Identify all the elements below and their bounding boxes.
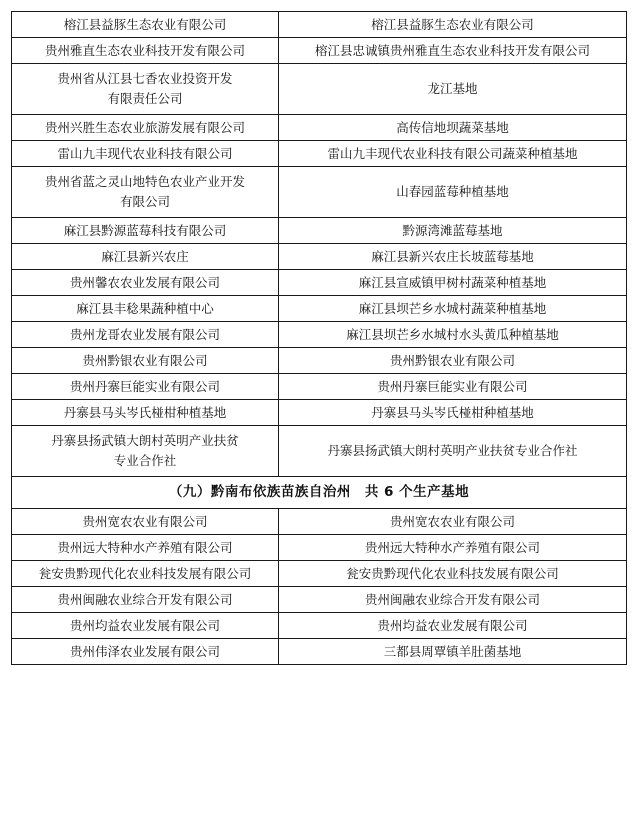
company-name-cell	[12, 64, 279, 115]
base-name-cell: 麻江县新兴农庄长坡蓝莓基地	[279, 244, 627, 270]
base-name-cell: 山春园蓝莓种植基地	[279, 167, 627, 218]
section-qiannan	[12, 477, 627, 509]
base-name-cell: 麻江县坝芒乡水城村水头黄瓜种植基地	[279, 322, 627, 348]
base-name-cell: 贵州远大特种水产养殖有限公司	[279, 535, 627, 561]
table-row	[12, 115, 627, 141]
company-name-cell	[12, 167, 279, 218]
base-name-cell: 贵州丹寨巨能实业有限公司	[279, 374, 627, 400]
company-name-line: 榕江县益豚生态农业有限公司	[63, 17, 227, 32]
table-row	[12, 12, 627, 38]
table-row	[12, 322, 627, 348]
company-name-line: 雷山九丰现代农业科技有限公司	[57, 146, 233, 161]
base-name-cell: 贵州均益农业发展有限公司	[279, 613, 627, 639]
company-name-line: 丹寨县马头岑氏椪柑种植基地	[63, 405, 227, 420]
table-row	[12, 64, 627, 115]
company-name-line: 贵州省蓝之灵山地特色农业产业开发	[44, 174, 245, 189]
company-name-cell	[12, 400, 279, 426]
base-name-cell: 贵州宽农农业有限公司	[279, 509, 627, 535]
company-name-line: 专业合作社	[113, 453, 177, 468]
company-name-line: 贵州馨农农业发展有限公司	[69, 275, 220, 290]
section-header-row	[12, 477, 627, 509]
base-name-cell: 雷山九丰现代农业科技有限公司蔬菜种植基地	[279, 141, 627, 167]
table-row	[12, 639, 627, 665]
table-row	[12, 38, 627, 64]
company-name-cell	[12, 374, 279, 400]
base-name-cell: 麻江县宣威镇甲树村蔬菜种植基地	[279, 270, 627, 296]
table-row	[12, 400, 627, 426]
base-name-cell: 麻江县坝芒乡水城村蔬菜种植基地	[279, 296, 627, 322]
qiannan-rows	[12, 509, 627, 665]
table-row	[12, 296, 627, 322]
base-name-cell: 丹寨县扬武镇大朗村英明产业扶贫专业合作社	[279, 426, 627, 477]
company-name-cell	[12, 244, 279, 270]
table-row	[12, 218, 627, 244]
table-row	[12, 535, 627, 561]
company-name-cell: 贵州宽农农业有限公司	[12, 509, 279, 535]
table-row	[12, 167, 627, 218]
company-name-cell	[12, 322, 279, 348]
qiandongnan-rows	[12, 12, 627, 477]
company-name-cell	[12, 348, 279, 374]
company-name-line: 贵州黔银农业有限公司	[82, 353, 208, 368]
company-name-cell	[12, 115, 279, 141]
company-name-cell: 贵州均益农业发展有限公司	[12, 613, 279, 639]
company-name-line: 贵州丹寨巨能实业有限公司	[69, 379, 220, 394]
company-name-line: 麻江县新兴农庄	[101, 249, 189, 264]
table-row	[12, 348, 627, 374]
company-name-cell	[12, 426, 279, 477]
base-name-cell: 黔源湾滩蓝莓基地	[279, 218, 627, 244]
company-name-cell: 贵州闽融农业综合开发有限公司	[12, 587, 279, 613]
base-name-cell: 龙江基地	[279, 64, 627, 115]
base-name-cell: 榕江县益豚生态农业有限公司	[279, 12, 627, 38]
base-name-cell: 三都县周覃镇羊肚菌基地	[279, 639, 627, 665]
base-name-cell: 高传信地坝蔬菜基地	[279, 115, 627, 141]
company-name-line: 麻江县丰稔果蔬种植中心	[76, 301, 214, 316]
table-row	[12, 561, 627, 587]
company-name-cell	[12, 141, 279, 167]
company-name-cell: 瓮安贵黔现代化农业科技发展有限公司	[12, 561, 279, 587]
company-name-line: 有限责任公司	[107, 91, 183, 106]
table-row	[12, 587, 627, 613]
company-name-cell	[12, 218, 279, 244]
table-row	[12, 426, 627, 477]
company-name-line: 丹寨县扬武镇大朗村英明产业扶贫	[51, 433, 239, 448]
company-name-line: 贵州兴胜生态农业旅游发展有限公司	[44, 120, 245, 135]
table-row	[12, 244, 627, 270]
company-name-line: 贵州雅直生态农业科技开发有限公司	[44, 43, 245, 58]
section-header: （九）黔南布依族苗族自治州 共 6 个生产基地	[12, 477, 627, 509]
company-name-line: 贵州省从江县七香农业投资开发	[57, 71, 233, 86]
table-row	[12, 613, 627, 639]
company-name-line: 有限公司	[119, 194, 170, 209]
base-name-cell: 瓮安贵黔现代化农业科技发展有限公司	[279, 561, 627, 587]
company-name-cell	[12, 12, 279, 38]
company-name-cell	[12, 38, 279, 64]
company-name-cell	[12, 270, 279, 296]
table-row	[12, 509, 627, 535]
company-name-line: 麻江县黔源蓝莓科技有限公司	[63, 223, 227, 238]
production-base-table	[11, 11, 627, 665]
base-name-cell: 贵州闽融农业综合开发有限公司	[279, 587, 627, 613]
company-name-line: 贵州龙哥农业发展有限公司	[69, 327, 220, 342]
base-name-cell: 榕江县忠诚镇贵州雅直生态农业科技开发有限公司	[279, 38, 627, 64]
company-name-cell	[12, 296, 279, 322]
company-name-cell: 贵州远大特种水产养殖有限公司	[12, 535, 279, 561]
base-name-cell: 丹寨县马头岑氏椪柑种植基地	[279, 400, 627, 426]
table-row	[12, 374, 627, 400]
company-name-cell: 贵州伟泽农业发展有限公司	[12, 639, 279, 665]
table-row	[12, 141, 627, 167]
table-row	[12, 270, 627, 296]
base-name-cell: 贵州黔银农业有限公司	[279, 348, 627, 374]
